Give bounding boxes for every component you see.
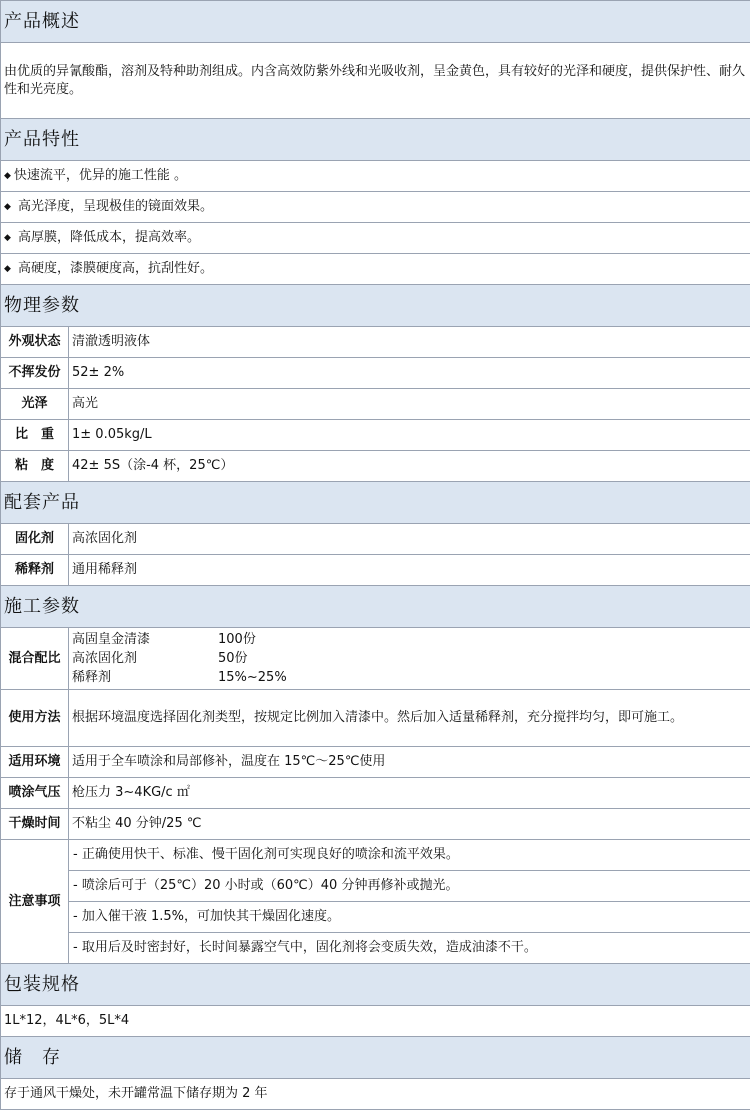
- section-title: 产品特性: [1, 119, 750, 161]
- section-header-construction: [1, 586, 750, 628]
- param-row: [1, 555, 750, 586]
- param-row: [1, 327, 750, 358]
- mix-ratio-row: [1, 628, 750, 690]
- param-value: 不粘尘 40 分钟/25 ℃: [69, 809, 750, 840]
- param-label: 注意事项: [1, 840, 69, 964]
- notes-row: [1, 902, 750, 933]
- diamond-bullet-icon: ◆: [4, 202, 11, 212]
- param-row: [1, 809, 750, 840]
- param-value: 根据环境温度选择固化剂类型，按规定比例加入清漆中。然后加入适量稀释剂，充分搅拌均匀，即可施工。: [69, 690, 750, 747]
- param-label: 不挥发份: [1, 358, 69, 389]
- param-value: 1± 0.05kg/L: [69, 420, 750, 451]
- section-header-physical: [1, 285, 750, 327]
- param-label: 混合配比: [1, 628, 69, 690]
- note-item: - 喷涂后可于（25℃）20 小时或（60℃）40 分钟再修补或抛光。: [69, 871, 750, 902]
- mix-line: [72, 649, 747, 668]
- feature-text: 高光泽度，呈现极佳的镜面效果。: [13, 199, 214, 214]
- section-title: 储 存: [1, 1037, 750, 1079]
- section-header-matching: [1, 482, 750, 524]
- overview-text: 由优质的异氰酸酯，溶剂及特种助剂组成。内含高效防紫外线和光吸收剂，呈金黄色，具有较好的光泽和硬度，提供保护性、耐久性和光亮度。: [1, 43, 750, 119]
- param-row: [1, 420, 750, 451]
- note-item: - 正确使用快干、标准、慢干固化剂可实现良好的喷涂和流平效果。: [69, 840, 750, 871]
- param-row: [1, 451, 750, 482]
- param-row: [1, 524, 750, 555]
- section-title: 物理参数: [1, 285, 750, 327]
- feature-text: 高硬度，漆膜硬度高，抗刮性好。: [13, 261, 214, 276]
- param-label: 比 重: [1, 420, 69, 451]
- mix-component: 稀释剂: [72, 670, 112, 685]
- param-row: [1, 778, 750, 809]
- param-label: 固化剂: [1, 524, 69, 555]
- param-label: 使用方法: [1, 690, 69, 747]
- feature-text: 高厚膜，降低成本，提高效率。: [13, 230, 201, 245]
- param-label: 适用环境: [1, 747, 69, 778]
- param-value: 高光: [69, 389, 750, 420]
- param-value: 枪压力 3~4KG/c ㎡: [69, 778, 750, 809]
- feature-item: [1, 223, 750, 254]
- overview-row: [1, 43, 750, 119]
- diamond-bullet-icon: ◆: [4, 264, 11, 274]
- packaging-row: [1, 1006, 750, 1037]
- param-label: 稀释剂: [1, 555, 69, 586]
- diamond-bullet-icon: ◆: [4, 171, 11, 181]
- param-row: [1, 389, 750, 420]
- note-item: - 加入催干液 1.5%，可加快其干燥固化速度。: [69, 902, 750, 933]
- section-title: 施工参数: [1, 586, 750, 628]
- feature-text: 快速流平，优异的施工性能 。: [13, 168, 188, 183]
- section-header-storage: [1, 1037, 750, 1079]
- param-row: [1, 747, 750, 778]
- param-value: 清澈透明液体: [69, 327, 750, 358]
- mix-amount: 100份: [218, 632, 256, 647]
- storage-value: 存于通风干燥处，未开罐常温下储存期为 2 年: [1, 1079, 750, 1110]
- notes-row: [1, 871, 750, 902]
- section-title: 产品概述: [1, 1, 750, 43]
- mix-line: [72, 630, 747, 649]
- mix-ratio-value: [69, 628, 750, 690]
- mix-amount: 50份: [218, 651, 248, 666]
- feature-item: [1, 192, 750, 223]
- param-row: [1, 690, 750, 747]
- feature-item: [1, 254, 750, 285]
- note-item: - 取用后及时密封好，长时间暴露空气中，固化剂将会变质失效，造成油漆不干。: [69, 933, 750, 964]
- section-header-features: [1, 119, 750, 161]
- section-header-overview: [1, 1, 750, 43]
- mix-component: 高固皇金清漆: [72, 632, 151, 647]
- section-title: 包装规格: [1, 964, 750, 1006]
- param-value: 适用于全车喷涂和局部修补，温度在 15℃～25℃使用: [69, 747, 750, 778]
- param-label: 粘 度: [1, 451, 69, 482]
- mix-line: [72, 668, 747, 687]
- param-label: 光泽: [1, 389, 69, 420]
- param-value: 通用稀释剂: [69, 555, 750, 586]
- param-label: 外观状态: [1, 327, 69, 358]
- section-title: 配套产品: [1, 482, 750, 524]
- param-label: 喷涂气压: [1, 778, 69, 809]
- mix-component: 高浓固化剂: [72, 651, 138, 666]
- packaging-value: 1L*12，4L*6，5L*4: [1, 1006, 750, 1037]
- notes-row: [1, 840, 750, 871]
- param-value: 42± 5S（涂-4 杯，25℃）: [69, 451, 750, 482]
- param-label: 干燥时间: [1, 809, 69, 840]
- param-value: 52± 2%: [69, 358, 750, 389]
- diamond-bullet-icon: ◆: [4, 233, 11, 243]
- storage-row: [1, 1079, 750, 1110]
- param-value: 高浓固化剂: [69, 524, 750, 555]
- section-header-packaging: [1, 964, 750, 1006]
- mix-amount: 15%~25%: [218, 670, 287, 685]
- param-row: [1, 358, 750, 389]
- feature-item: [1, 161, 750, 192]
- notes-row: [1, 933, 750, 964]
